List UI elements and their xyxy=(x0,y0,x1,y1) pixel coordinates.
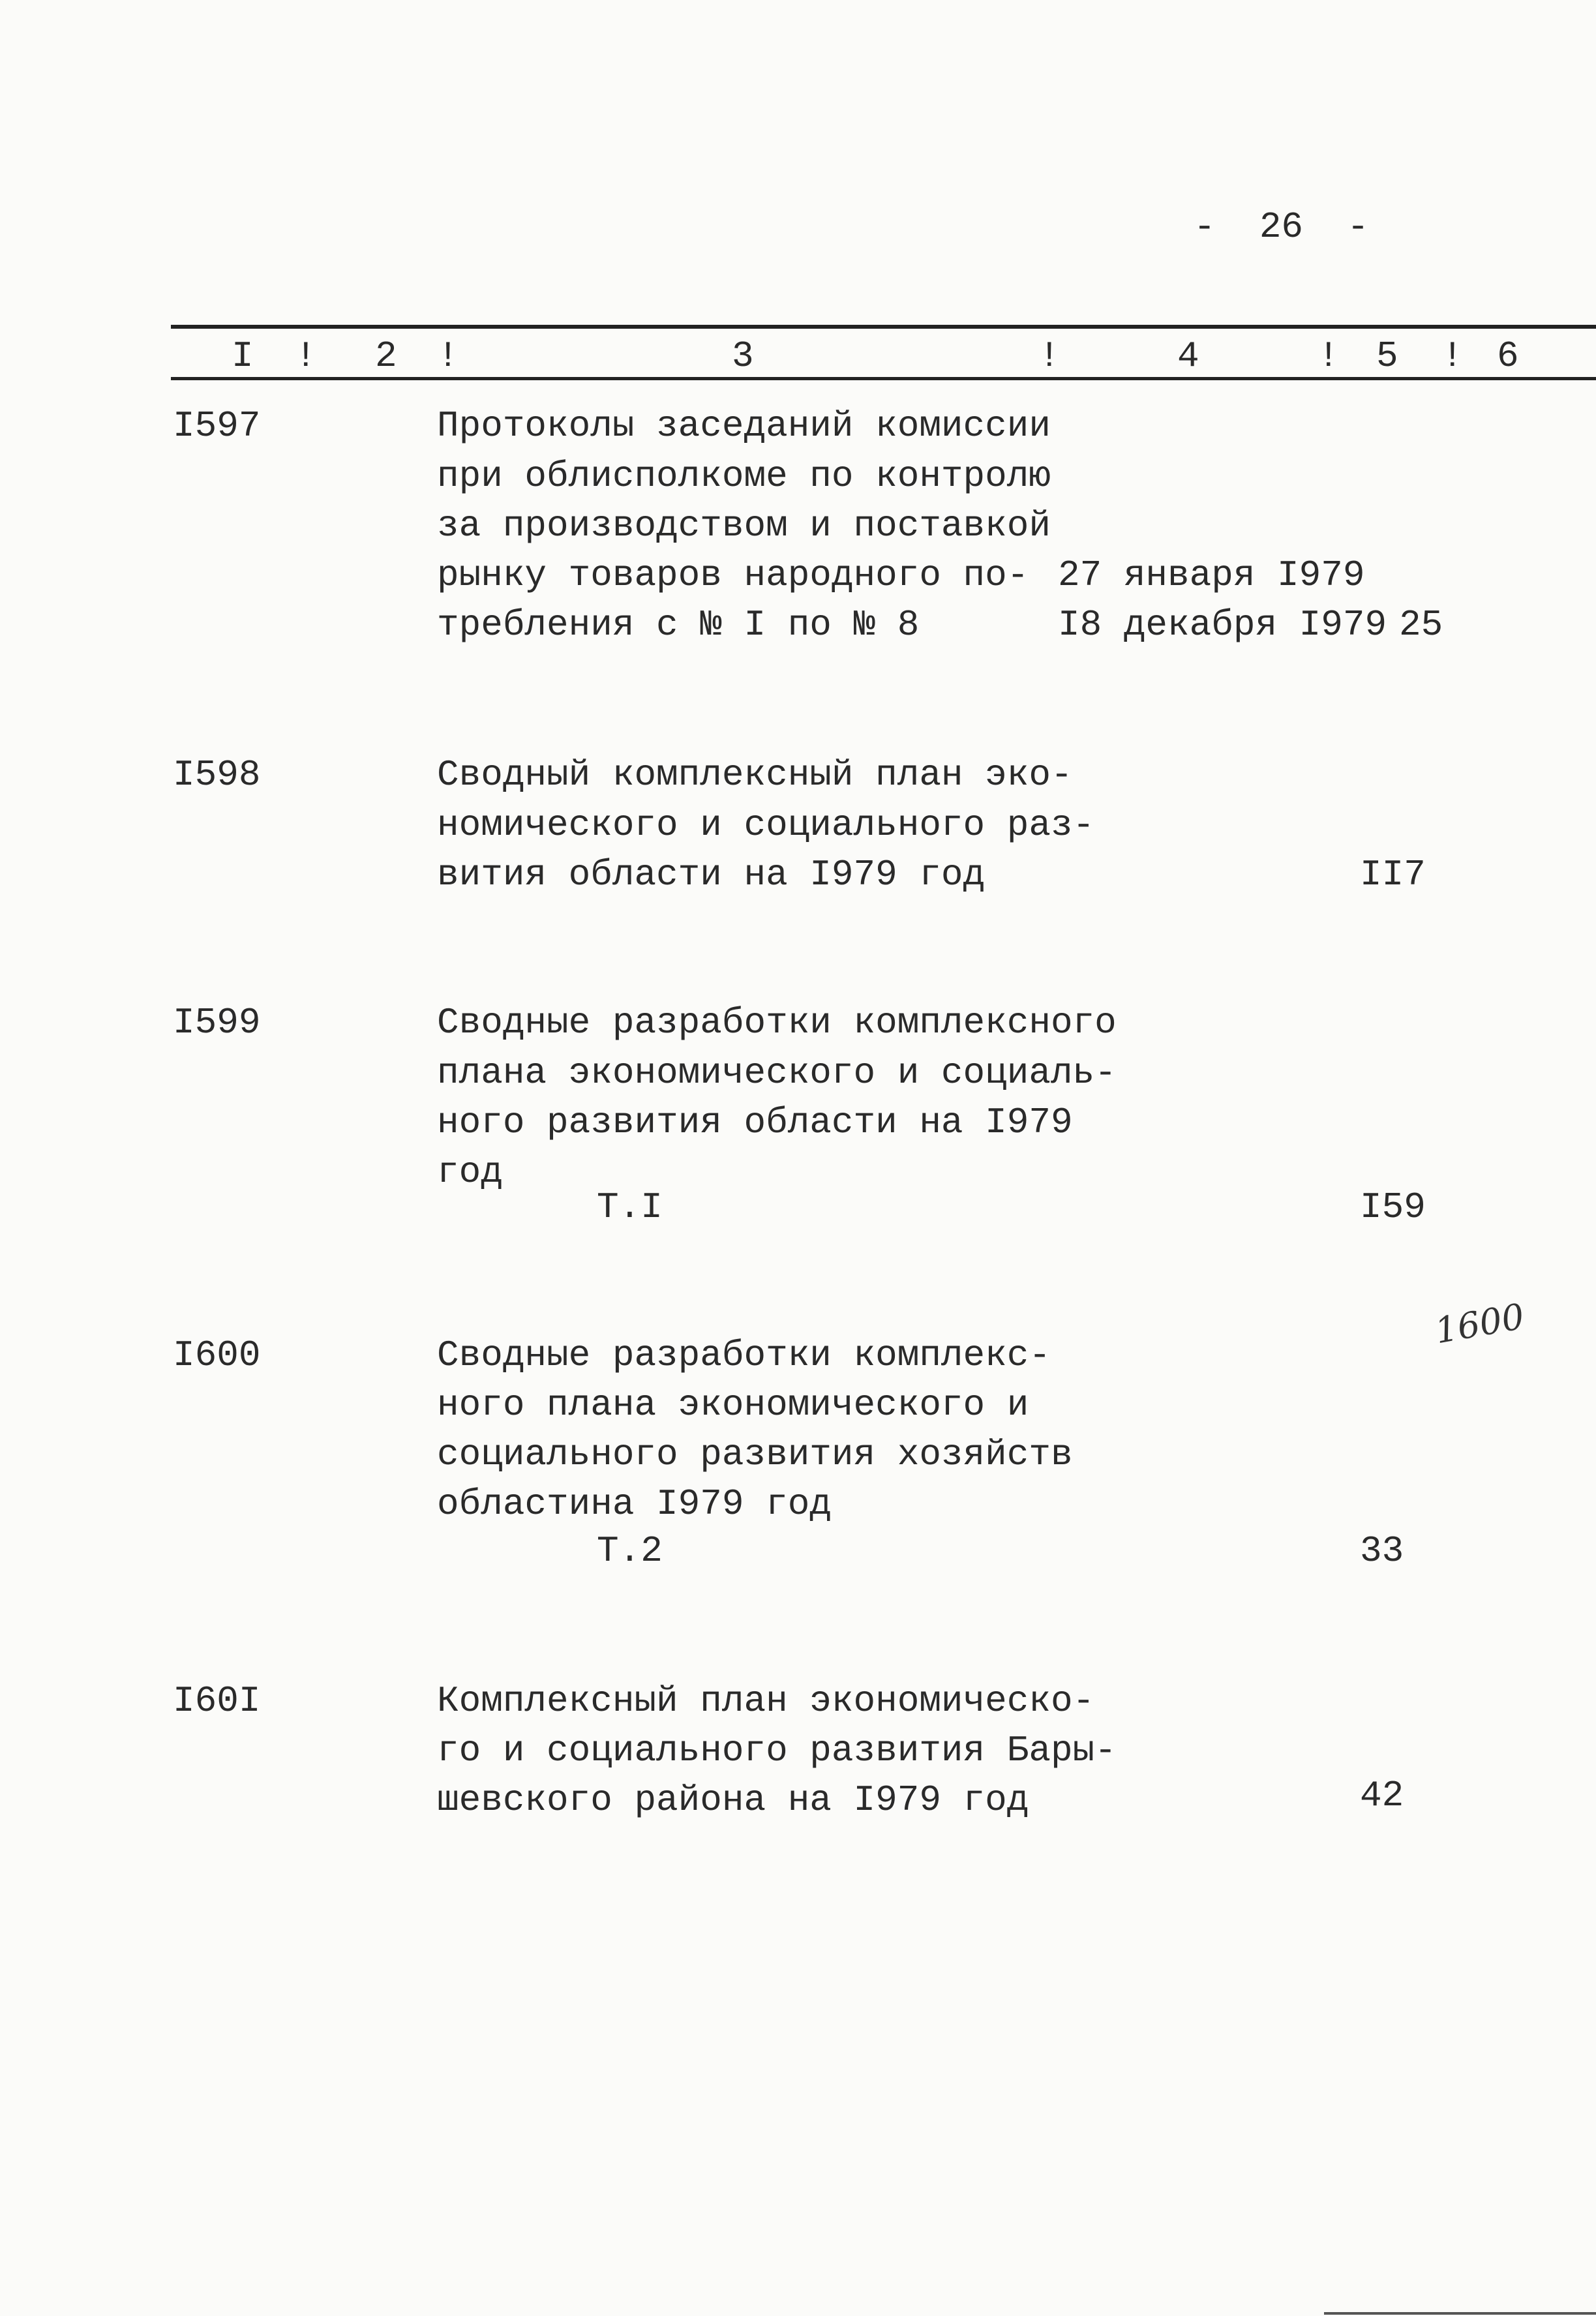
entry-title-line: Сводные разработки комплексного xyxy=(437,1002,1117,1044)
entry-date-start: 27 января I979 xyxy=(1058,554,1365,596)
handwritten-note: 1600 xyxy=(1432,1295,1528,1352)
entry-number: I598 xyxy=(173,754,261,796)
entry-title-line: номического и социального раз- xyxy=(437,804,1095,846)
page-edge-line xyxy=(1324,2312,1596,2315)
entry-title-line: рынку товаров народного по- xyxy=(437,554,1029,596)
header-separator: ! xyxy=(1317,335,1340,377)
entry-title-line: социального развития хозяйств xyxy=(437,1434,1073,1475)
header-col-3: 3 xyxy=(732,335,754,377)
entry-title-line: областина I979 год xyxy=(437,1483,832,1525)
table-rule-top xyxy=(171,325,1596,329)
entry-title-line: шевского района на I979 год xyxy=(437,1779,1029,1821)
entry-title-line: Сводный комплексный план эко- xyxy=(437,754,1073,796)
entry-title-line: за производством и поставкой xyxy=(437,505,1051,547)
header-col-5: 5 xyxy=(1376,335,1398,377)
entry-volume: Т.2 xyxy=(597,1530,663,1572)
entry-title-line: го и социального развития Бары- xyxy=(437,1730,1117,1771)
entry-sheets: 25 xyxy=(1399,604,1443,646)
entry-title-line: Протоколы заседаний комиссии xyxy=(437,405,1051,447)
header-separator: ! xyxy=(1441,335,1464,377)
entry-number: I600 xyxy=(173,1334,261,1376)
entry-number: I599 xyxy=(173,1002,261,1044)
entry-sheets: II7 xyxy=(1360,854,1426,895)
entry-sheets: I59 xyxy=(1360,1186,1426,1228)
page-number: - 26 - xyxy=(1194,206,1369,248)
table-rule-bottom xyxy=(171,377,1596,380)
entry-title-line: Сводные разработки комплекс- xyxy=(437,1334,1051,1376)
entry-number: I60I xyxy=(173,1680,261,1722)
entry-title-line: вития области на I979 год xyxy=(437,854,986,895)
entry-title-line: требления с № I по № 8 xyxy=(437,604,920,646)
entry-title-line: ного плана экономического и xyxy=(437,1384,1029,1426)
entry-title-line: плана экономического и социаль- xyxy=(437,1052,1117,1094)
entry-volume: Т.I xyxy=(597,1186,663,1228)
header-separator: ! xyxy=(295,335,317,377)
entry-date-end: I8 декабря I979 xyxy=(1058,604,1387,646)
header-separator: ! xyxy=(437,335,459,377)
header-separator: ! xyxy=(1038,335,1061,377)
entry-title-line: год xyxy=(437,1151,503,1193)
entry-sheets: 33 xyxy=(1360,1530,1404,1572)
header-col-1: I xyxy=(232,335,254,377)
header-col-2: 2 xyxy=(375,335,397,377)
entry-title-line: ного развития области на I979 xyxy=(437,1102,1073,1143)
entry-number: I597 xyxy=(173,405,261,447)
entry-title-line: при облисполкоме по контролю xyxy=(437,455,1051,497)
header-col-6: 6 xyxy=(1497,335,1519,377)
header-col-4: 4 xyxy=(1177,335,1199,377)
entry-sheets: 42 xyxy=(1360,1775,1404,1816)
entry-title-line: Комплексный план экономическо- xyxy=(437,1680,1095,1722)
